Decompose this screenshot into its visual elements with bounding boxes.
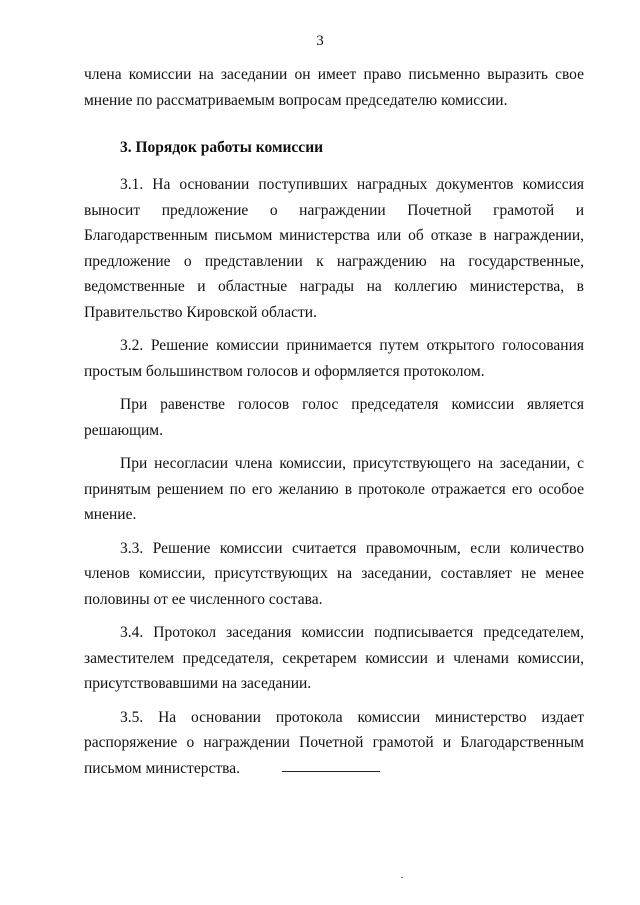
- paragraph-3-5: 3.5. На основании протокола комиссии министерство издает распоряжение о награждении Почетной грамотой и Благодарственным письмом министерства.: [84, 708, 584, 777]
- end-rule: [282, 771, 380, 772]
- paragraph-3-2: 3.2. Решение комиссии принимается путем открытого голосования простым большинством голосов и оформляется протоколом.: [84, 337, 584, 380]
- paragraph-tie-vote: При равенстве голосов голос председателя комиссии является решающим.: [84, 396, 584, 439]
- intro-paragraph: члена комиссии на заседании он имеет право письменно выразить свое мнение по рассматриваемым вопросам председателю комиссии.: [84, 66, 584, 109]
- paragraph-3-4: 3.4. Протокол заседания комиссии подписывается председателем, заместителем председателя, секретарем комиссии и членами комиссии, присутствовавшими на заседании.: [84, 624, 584, 692]
- section-heading: 3. Порядок работы комиссии: [120, 139, 324, 156]
- paragraph-3-3: 3.3. Решение комиссии считается правомочным, если количество членов комиссии, присутствующих на заседании, составляет не менее половины от ее численного состава.: [84, 539, 584, 608]
- paragraph-dissent: При несогласии члена комиссии, присутствующего на заседании, с принятым решением по его желанию в протоколе отражается его особое мнение.: [84, 455, 584, 523]
- page-body: [84, 62, 584, 781]
- page-number: 3: [316, 33, 324, 49]
- paragraph-3-1: 3.1. На основании поступивших наградных документов комиссия выносит предложение о награждении Почетной грамотой и Благодарственным письмом министерства или об отказе в награждении, предложение о представлении к награждению на государственные, ведомственные и областные награды на коллегию министерства, в Правительство Кировской области.: [84, 176, 584, 321]
- scan-speck: [401, 877, 403, 878]
